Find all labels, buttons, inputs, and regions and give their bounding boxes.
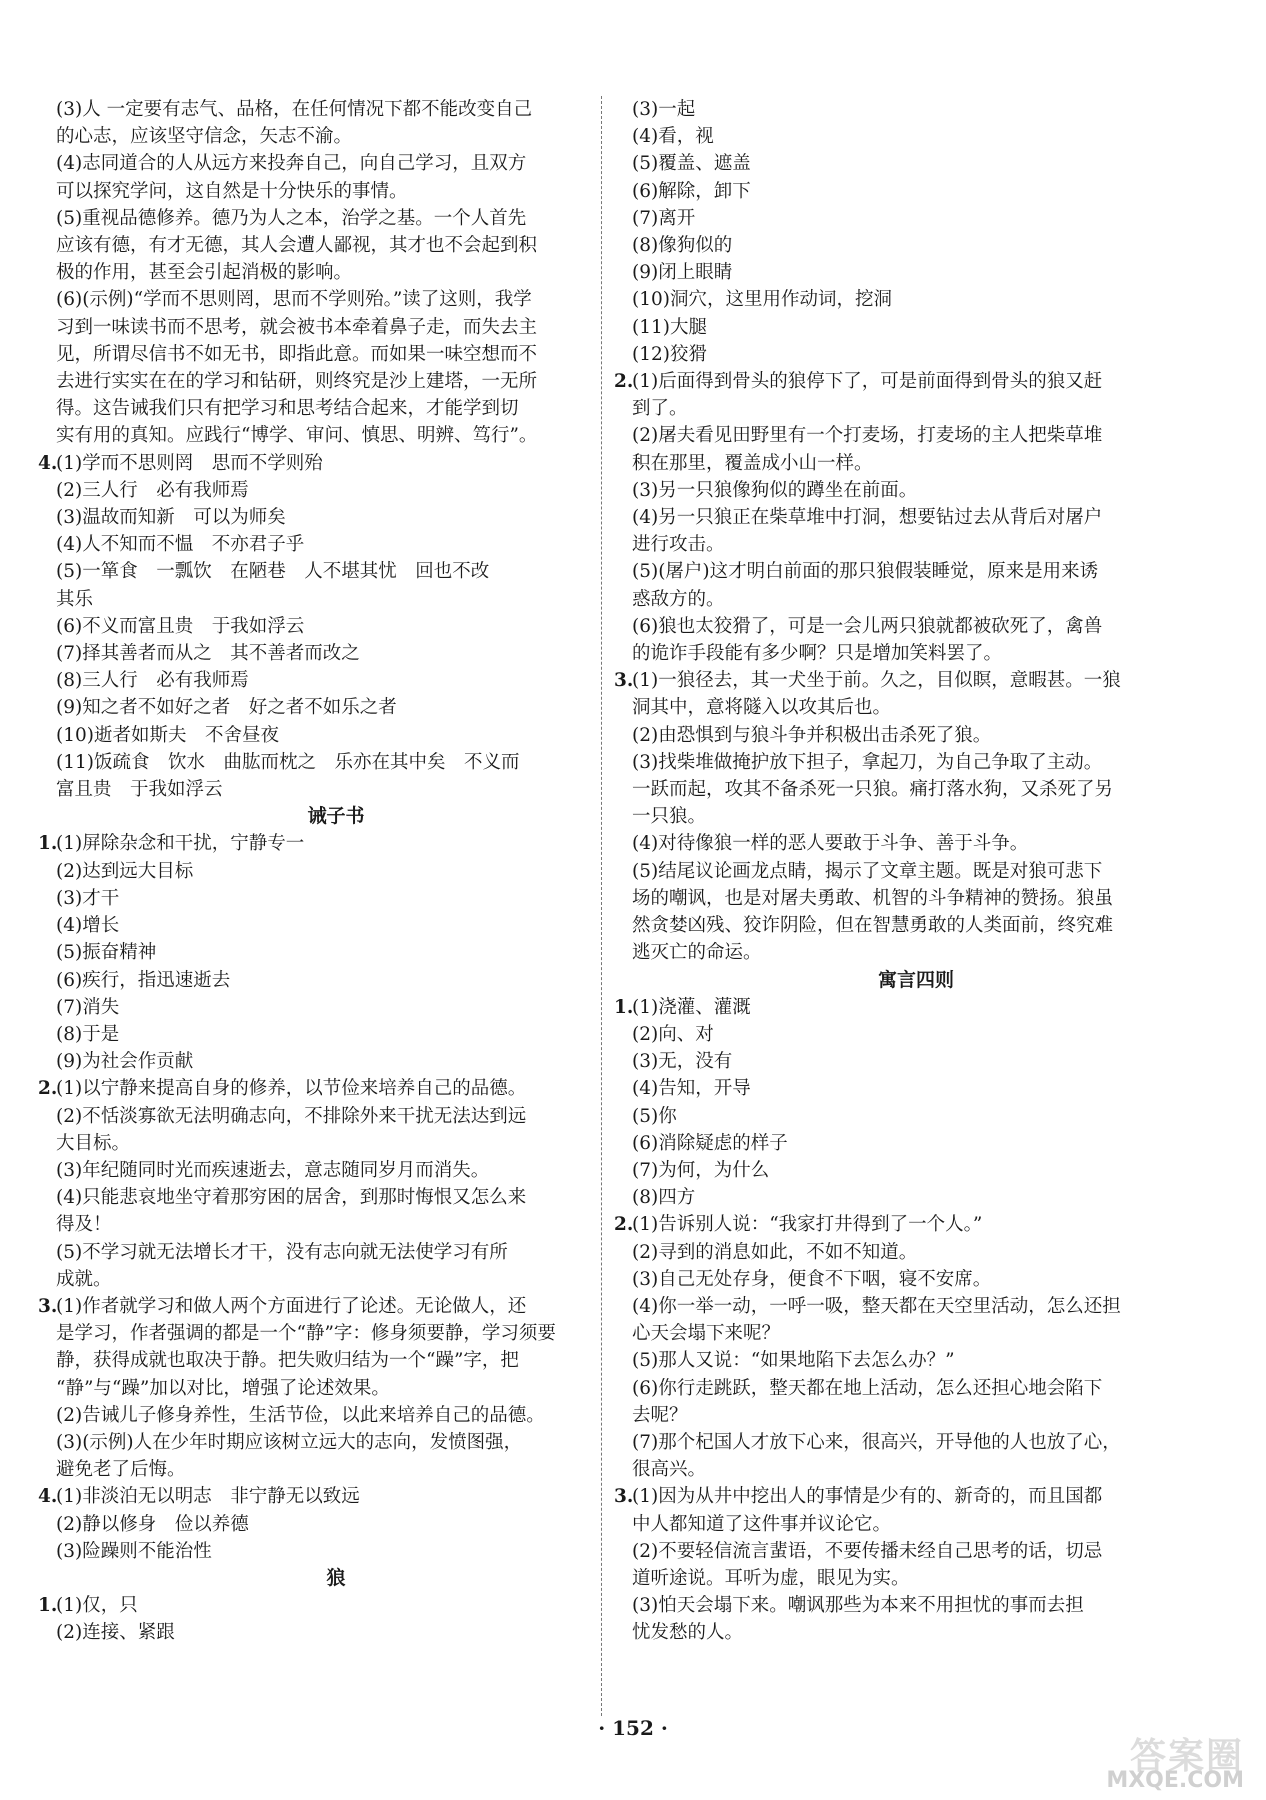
answer-line: (2)屠夫看见田野里有一个打麦场，打麦场的主人把柴草堆 [632, 425, 1103, 447]
answer-line: (9)知之者不如好之者 好之者不如乐之者 [56, 697, 397, 719]
answer-line: (3)另一只狼像狗似的蹲坐在前面。 [632, 479, 918, 501]
answer-line: (8)四方 [632, 1187, 696, 1209]
answer-line: 得。这告诫我们只有把学习和思考结合起来，才能学到切 [56, 398, 519, 420]
answer-line: (3)找柴堆做掩护放下担子，拿起刀，为自己争取了主动。 [632, 751, 1103, 773]
answer-line: (2)静以修身 俭以养德 [56, 1513, 249, 1535]
answer-line: (2)达到远大目标 [56, 860, 194, 882]
question-line [614, 667, 1218, 694]
question-line [614, 994, 1218, 1021]
answer-line: (2)寻到的消息如此，不如不知道。 [632, 1241, 918, 1263]
question-line [38, 450, 634, 477]
answer-line: (4)另一只狼正在柴草堆中打洞，想要钻过去从背后对屠户 [632, 507, 1103, 529]
answer-line: 静，获得成就也取决于静。把失败归结为一个“躁”字，把 [56, 1350, 519, 1372]
answer-text: (1)以宁静来提高自身的修养，以节俭来培养自己的品德。 [56, 1078, 527, 1100]
answer-line: 富且贵 于我如浮云 [56, 779, 223, 801]
question-line [38, 1483, 634, 1510]
answer-line: (2)由恐惧到与狼斗争并积极出击杀死了狼。 [632, 724, 992, 746]
question-number: 2. [614, 1214, 634, 1236]
answer-line: (3)自己无处存身，便食不下咽，寝不安席。 [632, 1268, 992, 1290]
answer-line: (3)才干 [56, 887, 120, 909]
answer-line: 应该有德，有才无德，其人会遭人鄙视，其才也不会起到积 [56, 235, 538, 257]
answer-line: 中人都知道了这件事并议论它。 [632, 1513, 892, 1535]
question-number: 4. [38, 452, 58, 474]
answer-line: (2)不恬淡寡欲无法明确志向，不排除外来干扰无法达到远 [56, 1105, 527, 1127]
answer-line: (2)告诫儿子修身养性，生活节俭，以此来培养自己的品德。 [56, 1404, 545, 1426]
section-title: 狼 [326, 1566, 346, 1589]
answer-line: 实有用的真知。应践行“博学、审问、慎思、明辨、笃行”。 [56, 425, 538, 447]
question-line [614, 368, 1218, 395]
section-title: 寓言四则 [877, 968, 954, 991]
answer-line: (7)择其善者而从之 其不善者而改之 [56, 643, 360, 665]
answer-line: 惑敌方的。 [632, 588, 725, 610]
answer-text: (1)一狼径去，其一犬坐于前。久之，目似瞑，意暇甚。一狼 [632, 670, 1121, 692]
answer-line: (5)振奋精神 [56, 942, 157, 964]
answer-line: (4)只能悲哀地坐守着那穷困的居舍，到那时悔恨又怎么来 [56, 1187, 527, 1209]
answer-line: 很高兴。 [632, 1459, 707, 1481]
answer-line: 逃灭亡的命运。 [632, 942, 762, 964]
answer-line: (4)人不知而不愠 不亦君子乎 [56, 534, 305, 556]
answer-line: (2)三人行 必有我师焉 [56, 479, 249, 501]
answer-line: (6)疾行，指迅速逝去 [56, 969, 231, 991]
answer-line: (8)三人行 必有我师焉 [56, 670, 249, 692]
question-number: 1. [38, 1595, 58, 1617]
answer-line: (5)不学习就无法增长才干，没有志向就无法使学习有所 [56, 1241, 508, 1263]
answer-line: 去呢？ [632, 1404, 688, 1426]
answer-line: (3)无，没有 [632, 1051, 733, 1073]
column-divider [601, 96, 602, 1716]
answer-line: 忧发愁的人。 [632, 1622, 744, 1644]
question-line [38, 1592, 634, 1619]
question-line [38, 1293, 634, 1320]
answer-line: (10)洞穴，这里用作动词，挖洞 [632, 289, 892, 311]
answer-line: 一只狼。 [632, 806, 707, 828]
answer-line: 成就。 [56, 1268, 112, 1290]
answer-line: (7)为何，为什么 [632, 1159, 770, 1181]
answer-line: (5)那人又说：“如果地陷下去怎么办？” [632, 1350, 955, 1372]
answer-line: (9)为社会作贡献 [56, 1051, 194, 1073]
answer-text: (1)因为从井中挖出人的事情是少有的、新奇的，而且国都 [632, 1486, 1103, 1508]
answer-line: (5)你 [632, 1105, 677, 1127]
answer-line: (7)离开 [632, 207, 696, 229]
watermark-site-text: MXQE.COM [1106, 1768, 1244, 1793]
answer-line: (8)于是 [56, 1023, 120, 1045]
answer-line: (3)(示例)人在少年时期应该树立远大的志向，发愤图强， [56, 1431, 523, 1453]
answer-text: (1)仅，只 [56, 1595, 138, 1617]
answer-line: (6)消除疑虑的样子 [632, 1132, 788, 1154]
answer-line: (7)那个杞国人才放下心来，很高兴，开导他的人也放了心， [632, 1431, 1121, 1453]
answer-line: 得及！ [56, 1214, 112, 1236]
answer-text: (1)非淡泊无以明志 非宁静无以致远 [56, 1486, 360, 1508]
answer-line: (3)险躁则不能治性 [56, 1540, 212, 1562]
question-number: 4. [38, 1486, 58, 1508]
answer-line: 一跃而起，攻其不备杀死一只狼。痛打落水狗，又杀死了另 [632, 779, 1114, 801]
answer-line: (3)人 一定要有志气、品格，在任何情况下都不能改变自己 [56, 99, 533, 120]
answer-text: (1)屏除杂念和干扰，宁静专一 [56, 833, 305, 855]
answer-text: (1)后面得到骨头的狼停下了，可是前面得到骨头的狼又赶 [632, 371, 1103, 393]
question-number: 2. [614, 371, 634, 393]
answer-line: (4)对待像狼一样的恶人要敢于斗争、善于斗争。 [632, 833, 1029, 855]
answer-line: 的诡诈手段能有多少啊？只是增加笑料罢了。 [632, 643, 1003, 665]
question-number: 1. [38, 833, 58, 855]
answer-line: (5)重视品德修养。德乃为人之本，治学之基。一个人首先 [56, 207, 527, 229]
answer-line: (6)你行走跳跃，整天都在地上活动，怎么还担心地会陷下 [632, 1377, 1103, 1399]
watermark-logo [1044, 1728, 1244, 1792]
question-number: 3. [614, 1486, 634, 1508]
answer-line: 避免老了后悔。 [56, 1459, 186, 1481]
answer-line: 的心志，应该坚守信念，矢志不渝。 [56, 126, 353, 148]
answer-line: (9)闭上眼睛 [632, 262, 733, 284]
answer-line: (12)狡猾 [632, 343, 707, 365]
answer-line: (4)增长 [56, 915, 120, 937]
answer-line: (6)(示例)“学而不思则罔，思而不学则殆。”读了这则，我学 [56, 289, 532, 311]
answer-line: (3)一起 [632, 99, 696, 120]
answer-line: 见，所谓尽信书不如无书，即指此意。而如果一味空想而不 [56, 343, 538, 365]
question-line [38, 1075, 634, 1102]
answer-line: (2)向、对 [632, 1023, 714, 1045]
question-number: 3. [614, 670, 634, 692]
answer-line: (7)消失 [56, 996, 120, 1018]
answer-line: 心天会塌下来呢？ [632, 1323, 781, 1345]
answer-line: (3)年纪随同时光而疾速逝去，意志随同岁月而消失。 [56, 1159, 490, 1181]
left-column [38, 96, 634, 1647]
page-number: · 152 · [598, 1716, 668, 1740]
answer-line: (2)连接、紧跟 [56, 1622, 175, 1644]
question-number: 3. [38, 1295, 58, 1317]
answer-text: (1)浇灌、灌溉 [632, 996, 751, 1018]
answer-line: (4)看，视 [632, 126, 714, 148]
answer-line: 到了。 [632, 398, 688, 420]
section-title: 诫子书 [307, 805, 365, 828]
answer-line: (11)大腿 [632, 316, 707, 338]
answer-line: 习到一味读书而不思考，就会被书本牵着鼻子走，而失去主 [56, 316, 538, 338]
answer-line: (4)志同道合的人从远方来投奔自己，向自己学习，且双方 [56, 153, 527, 175]
answer-text: (1)学而不思则罔 思而不学则殆 [56, 452, 323, 474]
answer-line: (2)不要轻信流言蜚语，不要传播未经自己思考的话，切忌 [632, 1540, 1103, 1562]
watermark-main-text: 答案圈 [1129, 1736, 1244, 1777]
answer-line: 是学习，作者强调的都是一个“静”字：修身须要静，学习须要 [56, 1323, 556, 1345]
answer-line: 极的作用，甚至会引起消极的影响。 [56, 262, 353, 284]
answer-line: 场的嘲讽，也是对屠夫勇敢、机智的斗争精神的赞扬。狼虽 [632, 887, 1114, 909]
answer-line: 进行攻击。 [632, 534, 725, 556]
answer-line: (11)饭疏食 饮水 曲肱而枕之 乐亦在其中矣 不义而 [56, 751, 520, 773]
answer-line: 大目标。 [56, 1132, 131, 1154]
answer-line: 可以探究学问，这自然是十分快乐的事情。 [56, 180, 408, 202]
answer-line: (6)不义而富且贵 于我如浮云 [56, 615, 305, 637]
answer-line: (10)逝者如斯夫 不舍昼夜 [56, 724, 279, 746]
answer-line: 道听途说。耳听为虚，眼见为实。 [632, 1567, 910, 1589]
answer-line: (6)解除，卸下 [632, 180, 751, 202]
question-number: 2. [38, 1078, 58, 1100]
answer-line: 然贪婪凶残、狡诈阴险，但在智慧勇敢的人类面前，终究难 [632, 915, 1114, 937]
answer-line: (8)像狗似的 [632, 235, 733, 257]
answer-line: (5)(屠户)这才明白前面的那只狼假装睡觉，原来是用来诱 [632, 561, 1099, 583]
right-column [614, 96, 1218, 1647]
answer-line: (3)怕天会塌下来。嘲讽那些为本来不用担忧的事而去担 [632, 1595, 1084, 1617]
answer-line: 去进行实实在在的学习和钻研，则终究是沙上建塔，一无所 [56, 371, 538, 393]
answer-line: “静”与“躁”加以对比，增强了论述效果。 [56, 1377, 390, 1399]
answer-line: (5)结尾议论画龙点睛，揭示了文章主题。既是对狼可悲下 [632, 860, 1103, 882]
answer-line: (4)你一举一动，一呼一吸，整天都在天空里活动，怎么还担 [632, 1295, 1121, 1317]
answer-text: (1)作者就学习和做人两个方面进行了论述。无论做人，还 [56, 1295, 527, 1317]
question-number: 1. [614, 996, 634, 1018]
answer-line: 洞其中，意将隧入以攻其后也。 [632, 697, 892, 719]
answer-line: (5)覆盖、遮盖 [632, 153, 751, 175]
answer-line: (3)温故而知新 可以为师矣 [56, 507, 286, 529]
answer-line: (6)狼也太狡猾了，可是一会儿两只狼就都被砍死了，禽兽 [632, 615, 1103, 637]
question-line [38, 830, 634, 857]
answer-text: (1)告诉别人说：“我家打井得到了一个人。” [632, 1214, 983, 1236]
answer-line: (5)一箪食 一瓢饮 在陋巷 人不堪其忧 回也不改 [56, 561, 490, 583]
answer-line: (4)告知，开导 [632, 1078, 751, 1100]
question-line [614, 1211, 1218, 1238]
answer-line: 积在那里，覆盖成小山一样。 [632, 452, 873, 474]
answer-line: 其乐 [56, 588, 94, 610]
question-line [614, 1483, 1218, 1510]
